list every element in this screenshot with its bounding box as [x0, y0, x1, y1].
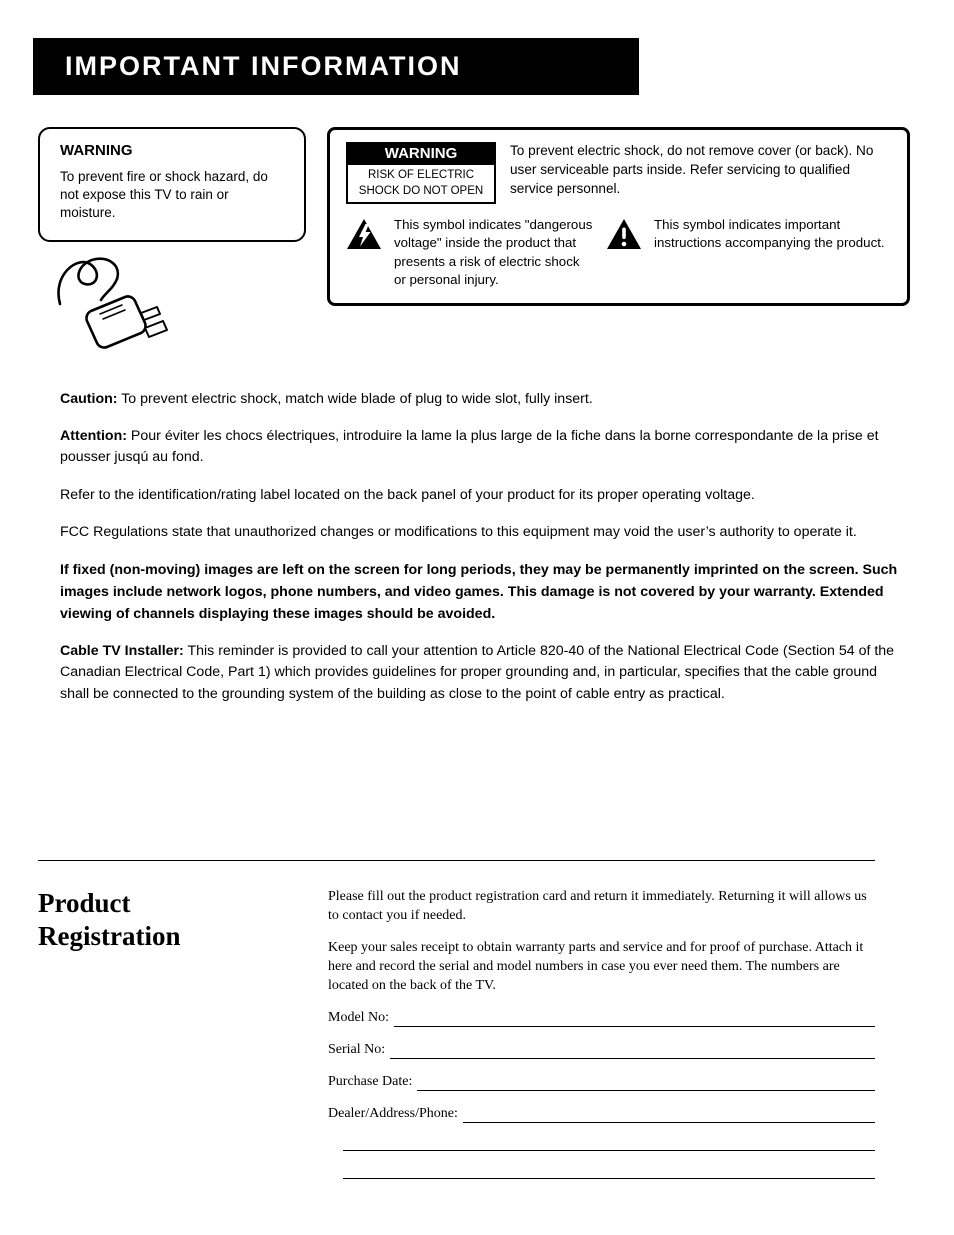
important-instructions-text: This symbol indicates important instructions accompanying the product.: [654, 217, 885, 251]
registration-paragraph-1: Please fill out the product registration card and return it immediately. Returning it will allows us to contact you if needed.: [328, 889, 867, 924]
product-registration-section: [38, 860, 875, 1179]
extra-blank-line-2: [343, 1164, 875, 1179]
fcc-paragraph: FCC Regulations state that unauthorized changes or modifications to this equipment may void the user’s authority to operate it.: [60, 523, 857, 540]
caution-paragraph: [60, 389, 910, 410]
extra-blank-field-2: [338, 1164, 875, 1179]
purchase-date-field: [328, 1072, 875, 1091]
warning-body: To prevent fire or shock hazard, do not expose this TV to rain or moisture.: [60, 169, 268, 221]
serial-no-blank-line: [390, 1044, 875, 1059]
dangerous-voltage-text: This symbol indicates "dangerous voltage" inside the product that presents a risk of electric shock or personal injury.: [394, 217, 593, 288]
risk-of-shock-label: RISK OF ELECTRIC SHOCK DO NOT OPEN: [346, 165, 496, 204]
attention-label: Attention:: [60, 427, 127, 444]
left-column: [38, 127, 306, 369]
dealer-address-phone-label: Dealer/Address/Phone:: [328, 1106, 458, 1122]
caution-text: To prevent electric shock, match wide blade of plug to wide slot, fully insert.: [117, 390, 593, 407]
extra-blank-field-1: [338, 1136, 875, 1151]
fire-warning-box: [38, 127, 306, 242]
rating-label-paragraph: Refer to the identification/rating label located on the back panel of your product for its proper operating voltage.: [60, 486, 755, 503]
attention-paragraph: [60, 426, 910, 469]
model-no-blank-line: [394, 1012, 875, 1027]
registration-title-line2: Registration: [38, 920, 181, 951]
body-paragraphs: [60, 389, 910, 705]
symbol-explanations: [346, 216, 893, 289]
power-plug-illustration-icon: [52, 252, 306, 369]
dealer-address-phone-blank-line: [463, 1108, 875, 1123]
page-title: IMPORTANT INFORMATION: [33, 38, 639, 95]
registration-paragraph-2: Keep your sales receipt to obtain warranty parts and service and for proof of purchase. Attach it here and record the serial and model numbers in case you ever need them. The numbers are located on the back of the TV.: [328, 940, 864, 994]
cable-installer-text: This reminder is provided to call your attention to Article 820-40 of the National Electrical Code (Section 54 of the Canadian Electrical Code, Part 1) which provides guidelines for proper grounding and, in particular, specifies that the cable ground shall be connected to the grounding system of the building as close to the point of cable entry as practical.: [60, 643, 895, 702]
cable-installer-label: Cable TV Installer:: [60, 643, 184, 660]
registration-body: [328, 887, 875, 1179]
electric-shock-warning-box: [327, 127, 910, 306]
warning-title: WARNING: [60, 142, 133, 159]
warnings-row: [38, 127, 910, 369]
model-no-field: [328, 1008, 875, 1027]
shock-box-label-stack: [346, 142, 496, 204]
extra-blank-line-1: [343, 1136, 875, 1151]
serial-no-label: Serial No:: [328, 1042, 386, 1058]
model-no-label: Model No:: [328, 1010, 390, 1026]
serial-no-field: [328, 1040, 875, 1059]
dealer-address-phone-field: [328, 1104, 875, 1123]
registration-title-line1: Product: [38, 888, 131, 919]
caution-label: Caution:: [60, 390, 118, 407]
cover-removal-warning-text: To prevent electric shock, do not remove cover (or back). No user serviceable parts inside. Refer servicing to qualified service personnel.: [510, 143, 874, 196]
cable-installer-paragraph: [60, 641, 910, 705]
attention-text: Pour éviter les chocs électriques, introduire la lame la plus large de la fiche dans la borne correspondante de la prise et pousser jusqú au fond.: [60, 427, 879, 466]
lightning-bolt-icon: [346, 218, 382, 255]
fixed-images-warning-paragraph: If fixed (non-moving) images are left on the screen for long periods, they may be permanently imprinted on the screen. Such images include network logos, phone numbers, and video games. This damage is not covered by your warranty. Extended viewing of channels displaying these images should be avoided.: [60, 562, 898, 623]
shock-box-top: [346, 142, 893, 204]
product-registration-title: [38, 887, 328, 1179]
purchase-date-blank-line: [417, 1076, 875, 1091]
purchase-date-label: Purchase Date:: [328, 1074, 413, 1090]
shock-warning-label: WARNING: [346, 142, 496, 165]
exclamation-icon: [606, 218, 642, 255]
